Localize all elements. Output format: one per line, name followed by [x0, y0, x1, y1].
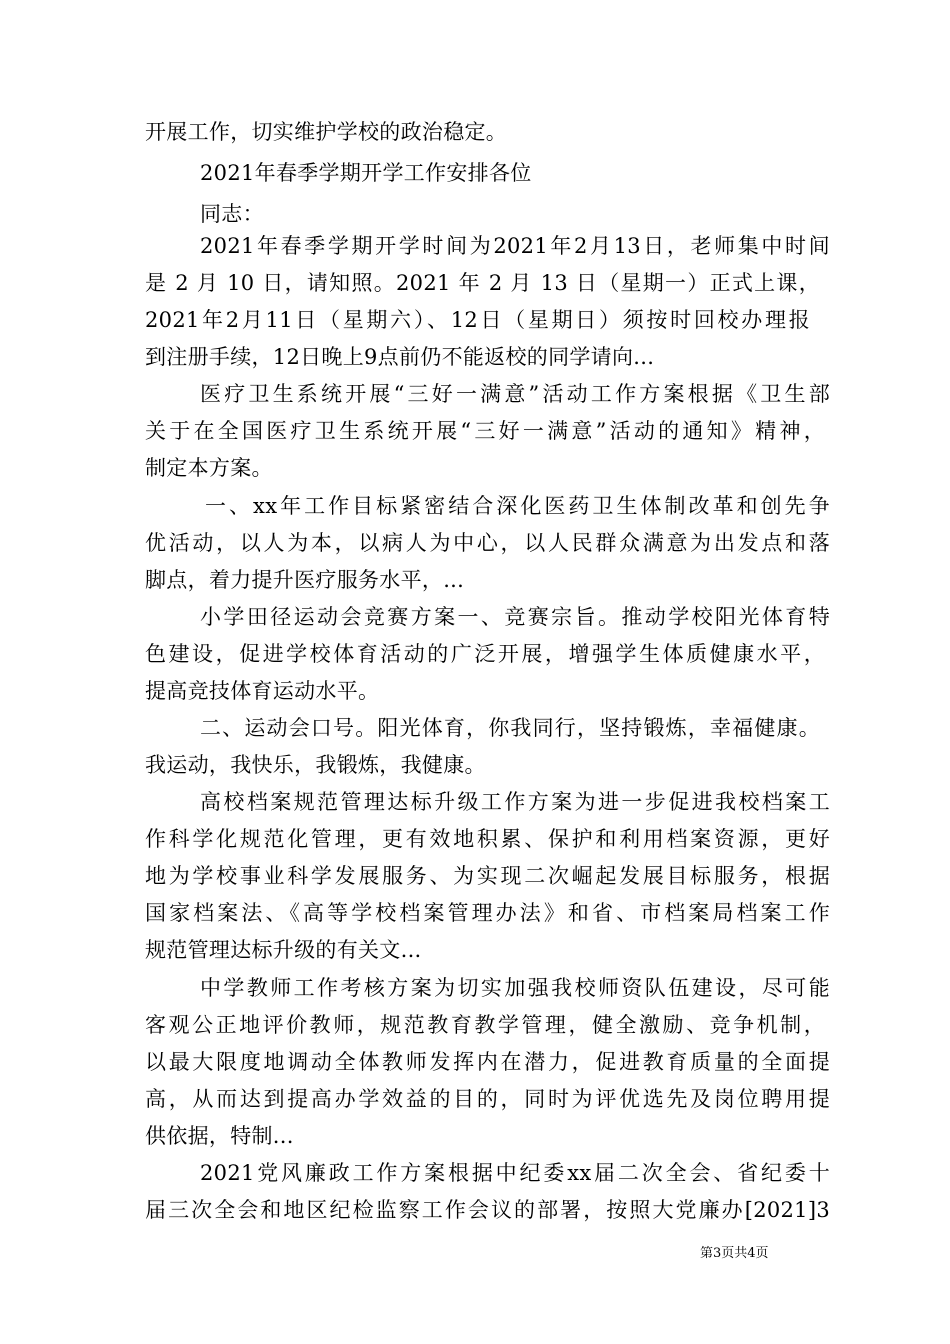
text-line: 地为学校事业科学发展服务、为实现二次崛起发展目标服务，根据 [145, 864, 830, 888]
text-line: 制定本方案。 [145, 456, 273, 480]
text-line: 关于在全国医疗卫生系统开展“三好一满意”活动的通知》精神， [145, 419, 825, 443]
text-line: 中学教师工作考核方案为切实加强我校师资队伍建设，尽可能 [200, 976, 830, 1000]
text-line: 开展工作，切实维护学校的政治稳定。 [145, 120, 508, 144]
text-line: 2021党风廉政工作方案根据中纪委xx届二次全会、省纪委十 [200, 1161, 830, 1185]
text-line: 客观公正地评价教师，规范教育教学管理，健全激励、竞争机制， [145, 1013, 825, 1037]
text-line: 优活动，以人为本，以病人为中心，以人民群众满意为出发点和落 [145, 531, 830, 555]
text-line: 国家档案法、《高等学校档案管理办法》和省、市档案局档案工作 [145, 901, 830, 925]
text-line: 届三次全会和地区纪检监察工作会议的部署，按照大党廉办[2021]3 [145, 1198, 830, 1222]
text-line: 以最大限度地调动全体教师发挥内在潜力，促进教育质量的全面提 [145, 1050, 830, 1074]
text-line: 同志： [200, 202, 264, 226]
text-line: 高校档案规范管理达标升级工作方案为进一步促进我校档案工 [200, 790, 830, 814]
text-line: 2021年春季学期开学时间为2021年2月13日，老师集中时间 [200, 234, 830, 258]
text-line: 色建设，促进学校体育活动的广泛开展，增强学生体质健康水平， [145, 642, 825, 666]
text-line: 小学田径运动会竞赛方案一、竞赛宗旨。推动学校阳光体育特 [200, 605, 830, 629]
text-line: 2021年春季学期开学工作安排各位 [200, 161, 532, 185]
text-line: 提高竞技体育运动水平。 [145, 679, 380, 703]
text-line: 是 2 月 10 日，请知照。2021 年 2 月 13 日（星期一）正式上课， [145, 271, 820, 295]
text-line: 一、xx年工作目标紧密结合深化医药卫生体制改革和创先争 [205, 494, 830, 518]
text-line: 到注册手续，12日晚上9点前仍不能返校的同学请向... [145, 345, 655, 369]
text-line: 二、运动会口号。阳光体育，你我同行，坚持锻炼，幸福健康。 [200, 716, 820, 740]
text-line: 高，从而达到提高办学效益的目的，同时为评优选先及岗位聘用提 [145, 1087, 830, 1111]
text-line: 作科学化规范化管理，更有效地积累、保护和利用档案资源，更好 [145, 827, 830, 851]
page-number: 第3页共4页 [700, 1246, 769, 1261]
text-line: 脚点，着力提升医疗服务水平，... [145, 568, 465, 592]
text-line: 供依据，特制... [145, 1124, 294, 1148]
text-line: 2021年2月11日（星期六）、12日（星期日）须按时回校办理报 [145, 308, 810, 332]
text-line: 医疗卫生系统开展“三好一满意”活动工作方案根据《卫生部 [200, 382, 830, 406]
text-line: 我运动，我快乐，我锻炼，我健康。 [145, 753, 486, 777]
text-line: 规范管理达标升级的有关文... [145, 938, 422, 962]
